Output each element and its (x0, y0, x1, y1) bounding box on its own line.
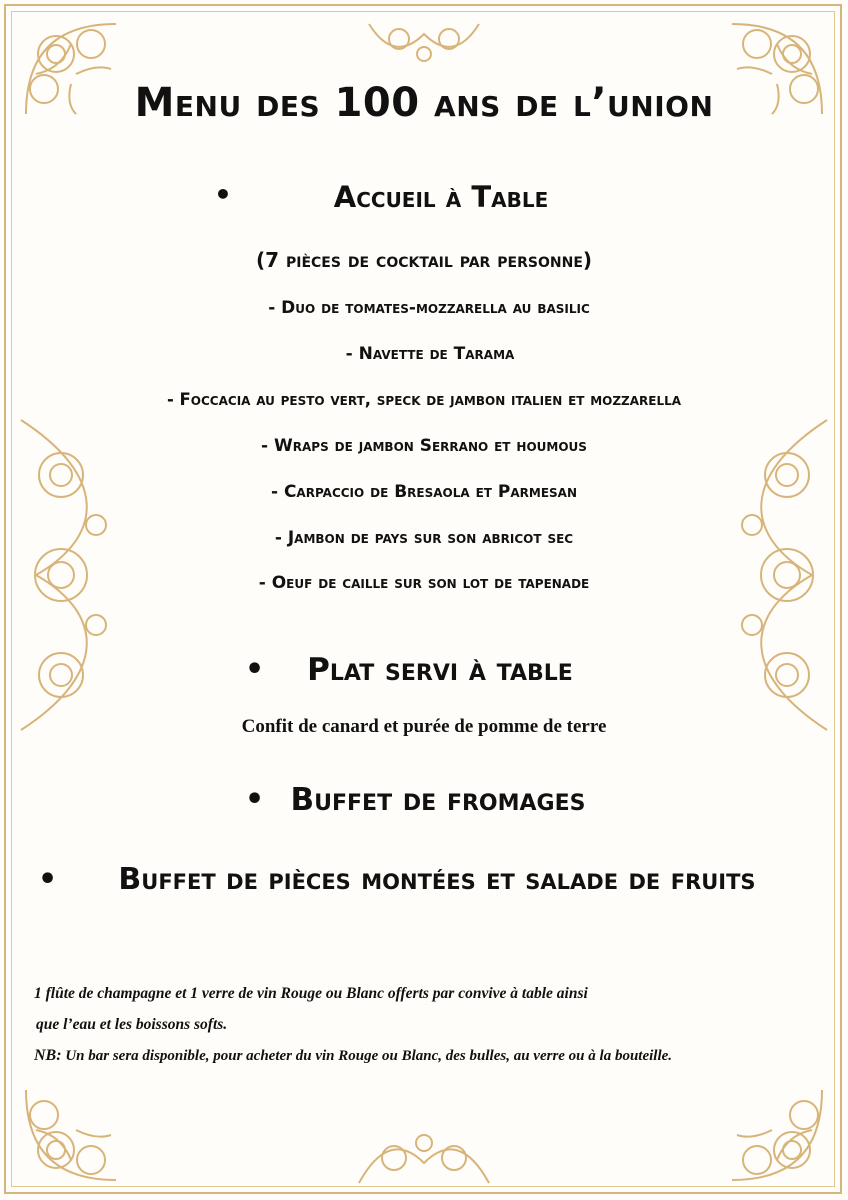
bullet-accueil: • (214, 178, 232, 211)
menu-item: - Carpaccio de Bresaola et Parmesan (270, 482, 577, 502)
plat-description: Confit de canard et purée de pomme de terre (241, 716, 607, 737)
ornament-bottom-center (354, 1118, 494, 1188)
section-heading-fromages: Buffet de fromages (290, 782, 586, 818)
ornament-bottom-left (16, 1080, 136, 1190)
note-nb-label: NB: (34, 1047, 62, 1064)
note-nb (34, 1047, 672, 1065)
ornament-top-center (364, 14, 484, 74)
note-nb-text: Un bar sera disponible, pour acheter du vin Rouge ou Blanc, des bulles, au verre ou à la bouteille. (61, 1048, 673, 1064)
ornament-bottom-right (712, 1080, 832, 1190)
note-line-2: que l’eau et les boissons softs. (36, 1016, 228, 1033)
bullet-plat: • (245, 652, 265, 687)
menu-item: - Jambon de pays sur son abricot sec (274, 528, 574, 548)
section-heading-desserts: Buffet de pièces montées et salade de fruits (118, 862, 756, 897)
menu-item: - Navette de Tarama (345, 344, 515, 364)
bullet-fromages: • (245, 782, 265, 817)
section-heading-plat: Plat servi à table (307, 652, 573, 688)
menu-item: - Duo de tomates-mozzarella au basilic (268, 298, 590, 318)
menu-title: Menu des 100 ans de l’union (134, 80, 714, 126)
menu-item: - Foccacia au pesto vert, speck de jambon italien et mozzarella (166, 390, 682, 409)
section-subheading-accueil: (7 pièces de cocktail par personne) (255, 248, 593, 272)
bullet-desserts: • (38, 862, 58, 897)
section-heading-accueil: Accueil à Table (333, 180, 549, 214)
menu-item: - Wraps de jambon Serrano et houmous (261, 436, 587, 456)
note-line-1: 1 flûte de champagne et 1 verre de vin Rouge ou Blanc offerts par convive à table ainsi (34, 985, 588, 1002)
menu-item: - Oeuf de caille sur son lot de tapenade (258, 573, 590, 593)
